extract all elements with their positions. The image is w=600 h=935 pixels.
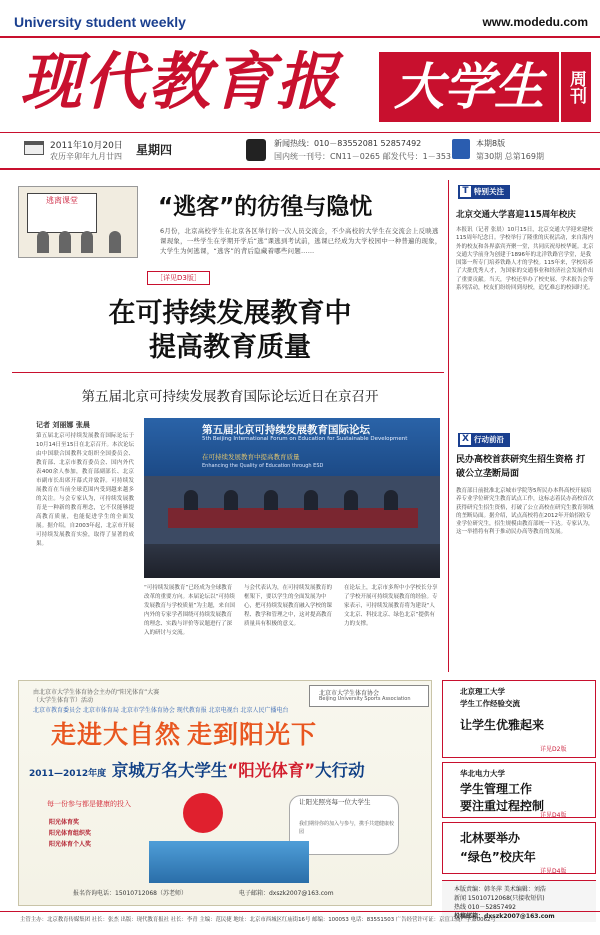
ad-title-post: 大行动 [315,761,365,780]
footer-imprint: 主管主办：北京教育传媒集团 社长：张杰 出版：现代教育报社 社长：李青 主编：范民捷 地址：北京市西城区红庙街16号 邮编：100053 电话：83551503 广告经营许可证：京宣工商广字第0062号 [20,917,496,923]
audience [144,544,440,578]
teaser-headline[interactable]: 要注重过程控制 [460,799,545,813]
divider [12,372,444,373]
ad-email[interactable]: 电子邮箱：dxszk2007@163.com [239,890,334,897]
lunar-date: 农历辛卯年九月廿四 [50,152,122,161]
prize-item: 阳光体育组织奖 [49,830,92,837]
news-hotline-mobile: 新闻 15010712068(只接收短信) [454,895,545,902]
main-headline[interactable] [40,297,420,365]
panelist [224,490,238,510]
article-column-3: 与会代表认为，在可持续发展教育的框架下，要以学生的全面发展为中心，把可持续发展教育融入学校的课程、教学和管理之中，这对提高教育质量具有积极的意义。 [244,585,333,627]
ad-campaign-title [29,757,365,781]
ad-callout-text: 我们期待你的加入与参与，携手共建健康校园 [299,821,395,835]
x-badge-icon: X [460,434,471,445]
ad-badge-subtitle: Beijing University Sports Association [319,696,411,702]
english-title: University student weekly [14,14,186,30]
panelist [184,490,198,510]
article-column-1: 第五届北京可持续发展教育国际论坛于10月14日至15日在北京召开。本次论坛由中国联合国教科文组织全国委员会、教育部、北京市教育委员会、国内外代表400余人参加，教育部副部长、北京市副市长出席开幕式并致辞。可持续发展教育在当前全球范围内受到越来越多的关注。与会专家认为，可持续发展教育是一种新的教育理念，它不仅能够提高教育质量，也能促进学生的全面发展。据介绍，自2003年起，北京市开展可持续发展教育实验，取得了显著的成果。 [36,433,134,547]
banner-english: 5th Beijing International Forum on Education for Sustainable Development [202,436,408,442]
swimming-photo [149,841,309,883]
lead-headline[interactable]: “逃客”的彷徨与隐忧 [158,194,373,220]
byline: 记者 刘丽娜 张晨 [36,421,90,429]
section-tag-special [458,185,510,199]
news-body: 本报讯（记者 张晨）10月15日，北京交通大学迎来建校115周年纪念日。学校举行了隆重的庆祝活动，来自海内外的校友和各界嘉宾齐聚一堂，共同庆祝母校华诞。北京交通大学前身为创建于1896年的北洋铁路官学堂，是我国第一所专门培养铁路人才的学校。115年来，学校培养了大批优秀人才，为国家的交通事业和经济社会发展作出了重要贡献。当天，学校还举办了校史展、学术报告会等系列活动，校友们纷纷回到母校，追忆难忘的校园时光。 [456,227,594,292]
editor-credit: 本版责编：韩冬萍 美术编辑：刘浩 [454,886,546,893]
website-url[interactable]: www.modedu.com [482,15,588,29]
ad-title-highlight: “阳光体育” [227,761,316,780]
news-headline[interactable]: 北京交通大学喜迎115周年校庆 [456,210,576,220]
news-hotline: 新闻热线：010－83552081 52857492 [274,139,422,148]
illustration-board: 逃离课堂 [27,193,97,233]
section-tag-label: 特别关注 [474,187,504,196]
ad-prize-list [49,817,91,850]
calendar-icon [24,141,44,155]
prize-item: 阳光体育个人奖 [49,841,92,848]
news-body: 教育部日前批准北京城市学院等5所民办本科高校开展培养专业学位研究生教育试点工作，这标志着民办高校首次获得研究生招生资格，打破了公立高校在研究生教育领域的垄断局面。据介绍，试点高校将在2012年开始招收专业学位研究生，招生规模由教育部统一下达。专家认为，这一举措将有利于推动民办高等教育的发展。 [456,488,594,536]
teaser-headline[interactable]: 北林要举办 [460,831,521,845]
ad-intro-line1: 由北京市大学生体育协会主办的“阳光体育”大赛 [33,689,160,696]
ad-tagline: 每一份参与都是健康的投入 [47,800,131,808]
banner-english-theme: Enhancing the Quality of Education through ESD [202,463,324,469]
issue-date: 2011年10月20日 [50,141,123,151]
ribbon-icon [183,793,223,833]
prize-item: 阳光体育奖 [49,819,80,826]
person-figure [59,231,71,253]
see-page-link[interactable]: 详见D4版 [540,868,567,875]
teaser-headline[interactable]: “绿色”校庆年 [460,850,536,864]
banner-title: 第五届北京可持续发展教育国际论坛 [202,424,370,436]
person-figure [37,231,49,253]
lead-summary: 6月份，北京高校学生在北京各区举行的一次人员交流会，不少高校的大学生在交流会上反映逃课现象，一些学生在学期开学后“逃”课逃到考试前，逃课已经成为大学校园中一种普遍的现象，大学生为何逃课，“逃客”的背后隐藏着哪些问题…… [160,227,442,255]
ad-phone: 报名咨询电话：15010712068（苏老师） [73,890,187,897]
section-tag-label: 行动前沿 [474,435,504,444]
sunshine-sports-ad[interactable] [18,680,432,906]
see-page-link[interactable]: 详见D4版 [540,812,567,819]
section-tag-frontier [458,433,510,447]
ad-title-pre: 京城万名大学生 [111,761,228,780]
ad-intro-line2: （大学生体育节）活动 [33,697,94,704]
ad-organizers: 北京市教育委员会 北京市体育局 北京市学生体育协会 现代教育报 北京电视台 北京人民广播电台 [33,707,289,714]
brand-logo: 大学生 [379,52,559,122]
panelist [264,490,278,510]
person-figure [109,231,121,253]
masthead-logo: 现代教育报 [20,45,341,118]
panelist [384,490,398,510]
ad-year: 2011—2012年度 [29,769,107,779]
edition-count: 本期8版 [476,139,506,148]
teaser-kicker: 华北电力大学 [460,769,505,778]
news-hotline-phone: 热线 010－52857492 [454,904,516,911]
ad-badge-title: 北京市大学生体育协会 [319,690,380,697]
article-column-4: 在论坛上，北京市多所中小学校长分享了学校开展可持续发展教育的经验。专家表示，可持续发展教育将为建设“人文北京、科技北京、绿色北京”提供有力的支撑。 [344,585,438,627]
teaser-headline[interactable]: 让学生优雅起来 [460,718,545,732]
t-badge-icon: T [460,186,471,197]
panel-table [168,508,418,528]
issn-number: 国内统一刊号：CN11－0265 邮发代号：1－353 [274,152,452,161]
teaser-kicker: 学生工作经验交流 [460,699,520,708]
main-headline-line1: 在可持续发展教育中 [108,298,352,329]
phone-icon [246,139,266,161]
main-subheadline: 第五届北京可持续发展教育国际论坛近日在京召开 [81,389,379,405]
brand-sub-label: 周刊 [561,52,591,122]
weekday: 星期四 [136,143,173,157]
panelist [304,490,318,510]
teaser-kicker: 北京理工大学 [460,687,505,696]
banner-theme: 在可持续发展教育中提高教育质量 [202,453,300,461]
ad-slogan-left: 走进大自然 [51,720,182,749]
main-headline-line2: 提高教育质量 [149,332,311,363]
lead-illustration [18,186,138,258]
article-column-2: “可持续发展教育”已经成为全球教育改革的重要方向。本届论坛以“可持续发展教育与学校质量”为主题，来自国内外的专家学者围绕可持续发展教育的理念、实践与评价等议题进行了深入的研讨与交流。 [144,585,235,636]
panelist [344,490,358,510]
forum-photo [144,418,440,578]
book-icon [452,139,470,159]
person-figure [81,231,93,253]
see-page-link[interactable]: ［详见D3版］ [147,271,210,285]
header-rule [0,36,600,38]
see-page-link[interactable]: 详见D2版 [540,746,567,753]
column-divider [448,180,449,672]
ad-callout-title: 让阳光照亮每一位大学生 [299,798,371,806]
submission-email[interactable]: 投稿邮箱：dxszk2007@163.com [454,913,555,920]
volume-number: 第30期 总第169期 [476,152,544,161]
teaser-headline[interactable]: 学生管理工作 [460,782,533,796]
ad-slogan-right: 走到阳光下 [187,720,318,749]
news-headline[interactable]: 民办高校首获研究生招生资格 打破公立垄断局面 [456,455,586,479]
